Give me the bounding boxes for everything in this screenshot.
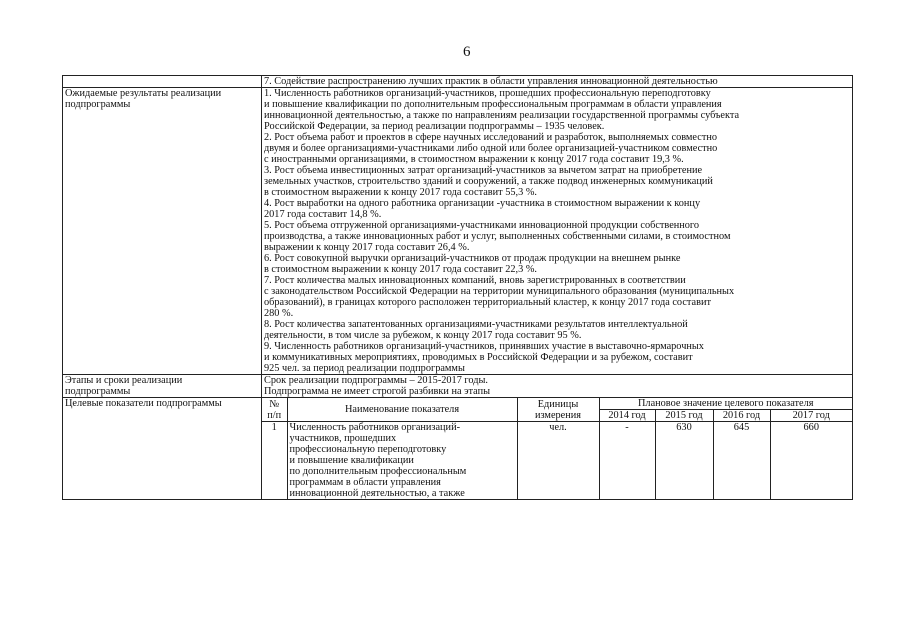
col-unit-header [517,398,599,422]
results-line: и коммуникативных мероприятиях, проводимых в Российской Федерации и за рубежом, составит [264,352,693,363]
indicator-name-line: профессиональную переподготовку [289,444,447,455]
table-row [262,422,852,500]
indicator-name-line: и повышение квалификации [289,455,414,466]
results-line: 4. Рост выработки на одного работника организации -участника в стоимостном выражении к концу [264,198,701,209]
results-line: образований), в границах которого расположен территориальный кластер, к концу 2017 года составит [264,297,711,308]
results-line: инновационной деятельностью, а также по направлениям реализации государственной программы субъекта [264,110,740,121]
results-label-line: Ожидаемые результаты реализации [65,88,222,99]
stages-line: Подпрограмма не имеет строгой разбивки на этапы [264,386,491,397]
indicators-label [63,398,262,500]
indicators-header-row-1 [262,398,852,410]
results-line: с законодательством Российской Федерации на территории муниципального образования (муниципальных [264,286,735,297]
results-line: 5. Рост объема отгруженной организациями-участниками инновационной продукции собственного [264,220,700,231]
results-line: производства, а также инновационных работ и услуг, выполненных собственными силами, в стоимостном [264,231,731,242]
stages-label [63,375,262,398]
indicator-name-line: участников, прошедших [289,433,397,444]
results-line: земельных участков, строительство зданий и сооружений, а также подвод инженерных коммуникаций [264,176,713,187]
col-name-header: Наименование показателя [287,398,517,422]
col-unit-header-line: измерения [535,409,581,421]
results-line: 6. Рост совокупной выручки организаций-участников от продаж продукции на внешнем рынке [264,253,681,264]
row-num: 1 [262,422,287,500]
results-label [63,88,262,375]
indicator-name-line: Численность работников организаций- [289,422,461,433]
row-expected-results [63,88,853,375]
indicator-name-line: инновационной деятельностью, а также [289,488,465,499]
results-line: 2. Рост объема работ и проектов в сфере научных исследований и разработок, выполняемых совместно [264,132,717,143]
results-content [262,88,853,375]
row-stages [63,375,853,398]
results-line: в стоимостном выражении к концу 2017 года составит 22,3 %. [264,264,537,275]
task7-text: 7. Содействие распространению лучших практик в области управления инновационной деятельностью [264,76,718,87]
results-line: выражении к концу 2017 года составит 26,4 %. [264,242,470,253]
indicator-name-line: программам в области управления [289,477,441,488]
task7-cell [262,76,853,88]
results-line: 8. Рост количества запатентованных организациями-участниками результатов интеллектуальной [264,319,688,330]
col-num-header-line: п/п [267,409,282,421]
year-header: 2014 год [599,410,655,422]
row-indicators [63,398,853,500]
results-line: с иностранными организациями, в стоимостном выражении к концу 2017 года составит 19,3 %. [264,154,684,165]
indicators-label-text: Целевые показатели подпрограммы [65,398,222,409]
value-2016: 645 [713,422,770,500]
results-label-line: подпрограммы [65,99,131,110]
results-line: деятельности, в том числе за рубежом, к концу 2017 года составит 95 %. [264,330,582,341]
year-header: 2015 год [655,410,713,422]
results-line: 925 чел. за период реализации подпрограммы [264,363,465,374]
indicator-name [287,422,517,500]
indicator-unit: чел. [517,422,599,500]
value-2014: - [599,422,655,500]
row-task7 [63,76,853,88]
stages-label-line: Этапы и сроки реализации [65,375,183,386]
results-line: 2017 года составит 14,8 %. [264,209,382,220]
stages-line: Срок реализации подпрограммы – 2015-2017 годы. [264,375,488,386]
results-line: 7. Рост количества малых инновационных компаний, вновь зарегистрированных в соответствии [264,275,686,286]
planned-value-header: Плановое значение целевого показателя [599,398,852,410]
results-line: и повышение квалификации по дополнительным профессиональным программам в области управления [264,99,722,110]
indicator-name-line: по дополнительным профессиональным [289,466,467,477]
results-line: 280 %. [264,308,294,319]
results-line: Российской Федерации, за период реализации подпрограммы – 1935 человек. [264,121,605,132]
results-line: в стоимостном выражении к концу 2017 года составит 55,3 %. [264,187,537,198]
results-line: 9. Численность работников организаций-участников, принявших участие в выставочно-ярмарочных [264,341,704,352]
results-line: 3. Рост объема инвестиционных затрат организаций-участников за вычетом затрат на приобретение [264,165,703,176]
year-header: 2017 год [770,410,852,422]
page-number: 6 [463,44,471,60]
indicators-table [262,398,852,499]
indicators-content [262,398,853,500]
col-unit-header-line: Единицы [537,398,579,410]
col-num-header-line: № [269,398,280,410]
year-header: 2016 год [713,410,770,422]
col-num-header [262,398,287,422]
value-2017: 660 [770,422,852,500]
value-2015: 630 [655,422,713,500]
results-line: 1. Численность работников организаций-участников, прошедших профессиональную переподготовку [264,88,711,99]
results-line: двумя и более организациями-участниками либо одной или более организацией-участником совместно [264,143,718,154]
stages-label-line: подпрограммы [65,386,131,397]
stages-content [262,375,853,398]
passport-table [62,75,853,500]
empty-label-cell [63,76,262,88]
